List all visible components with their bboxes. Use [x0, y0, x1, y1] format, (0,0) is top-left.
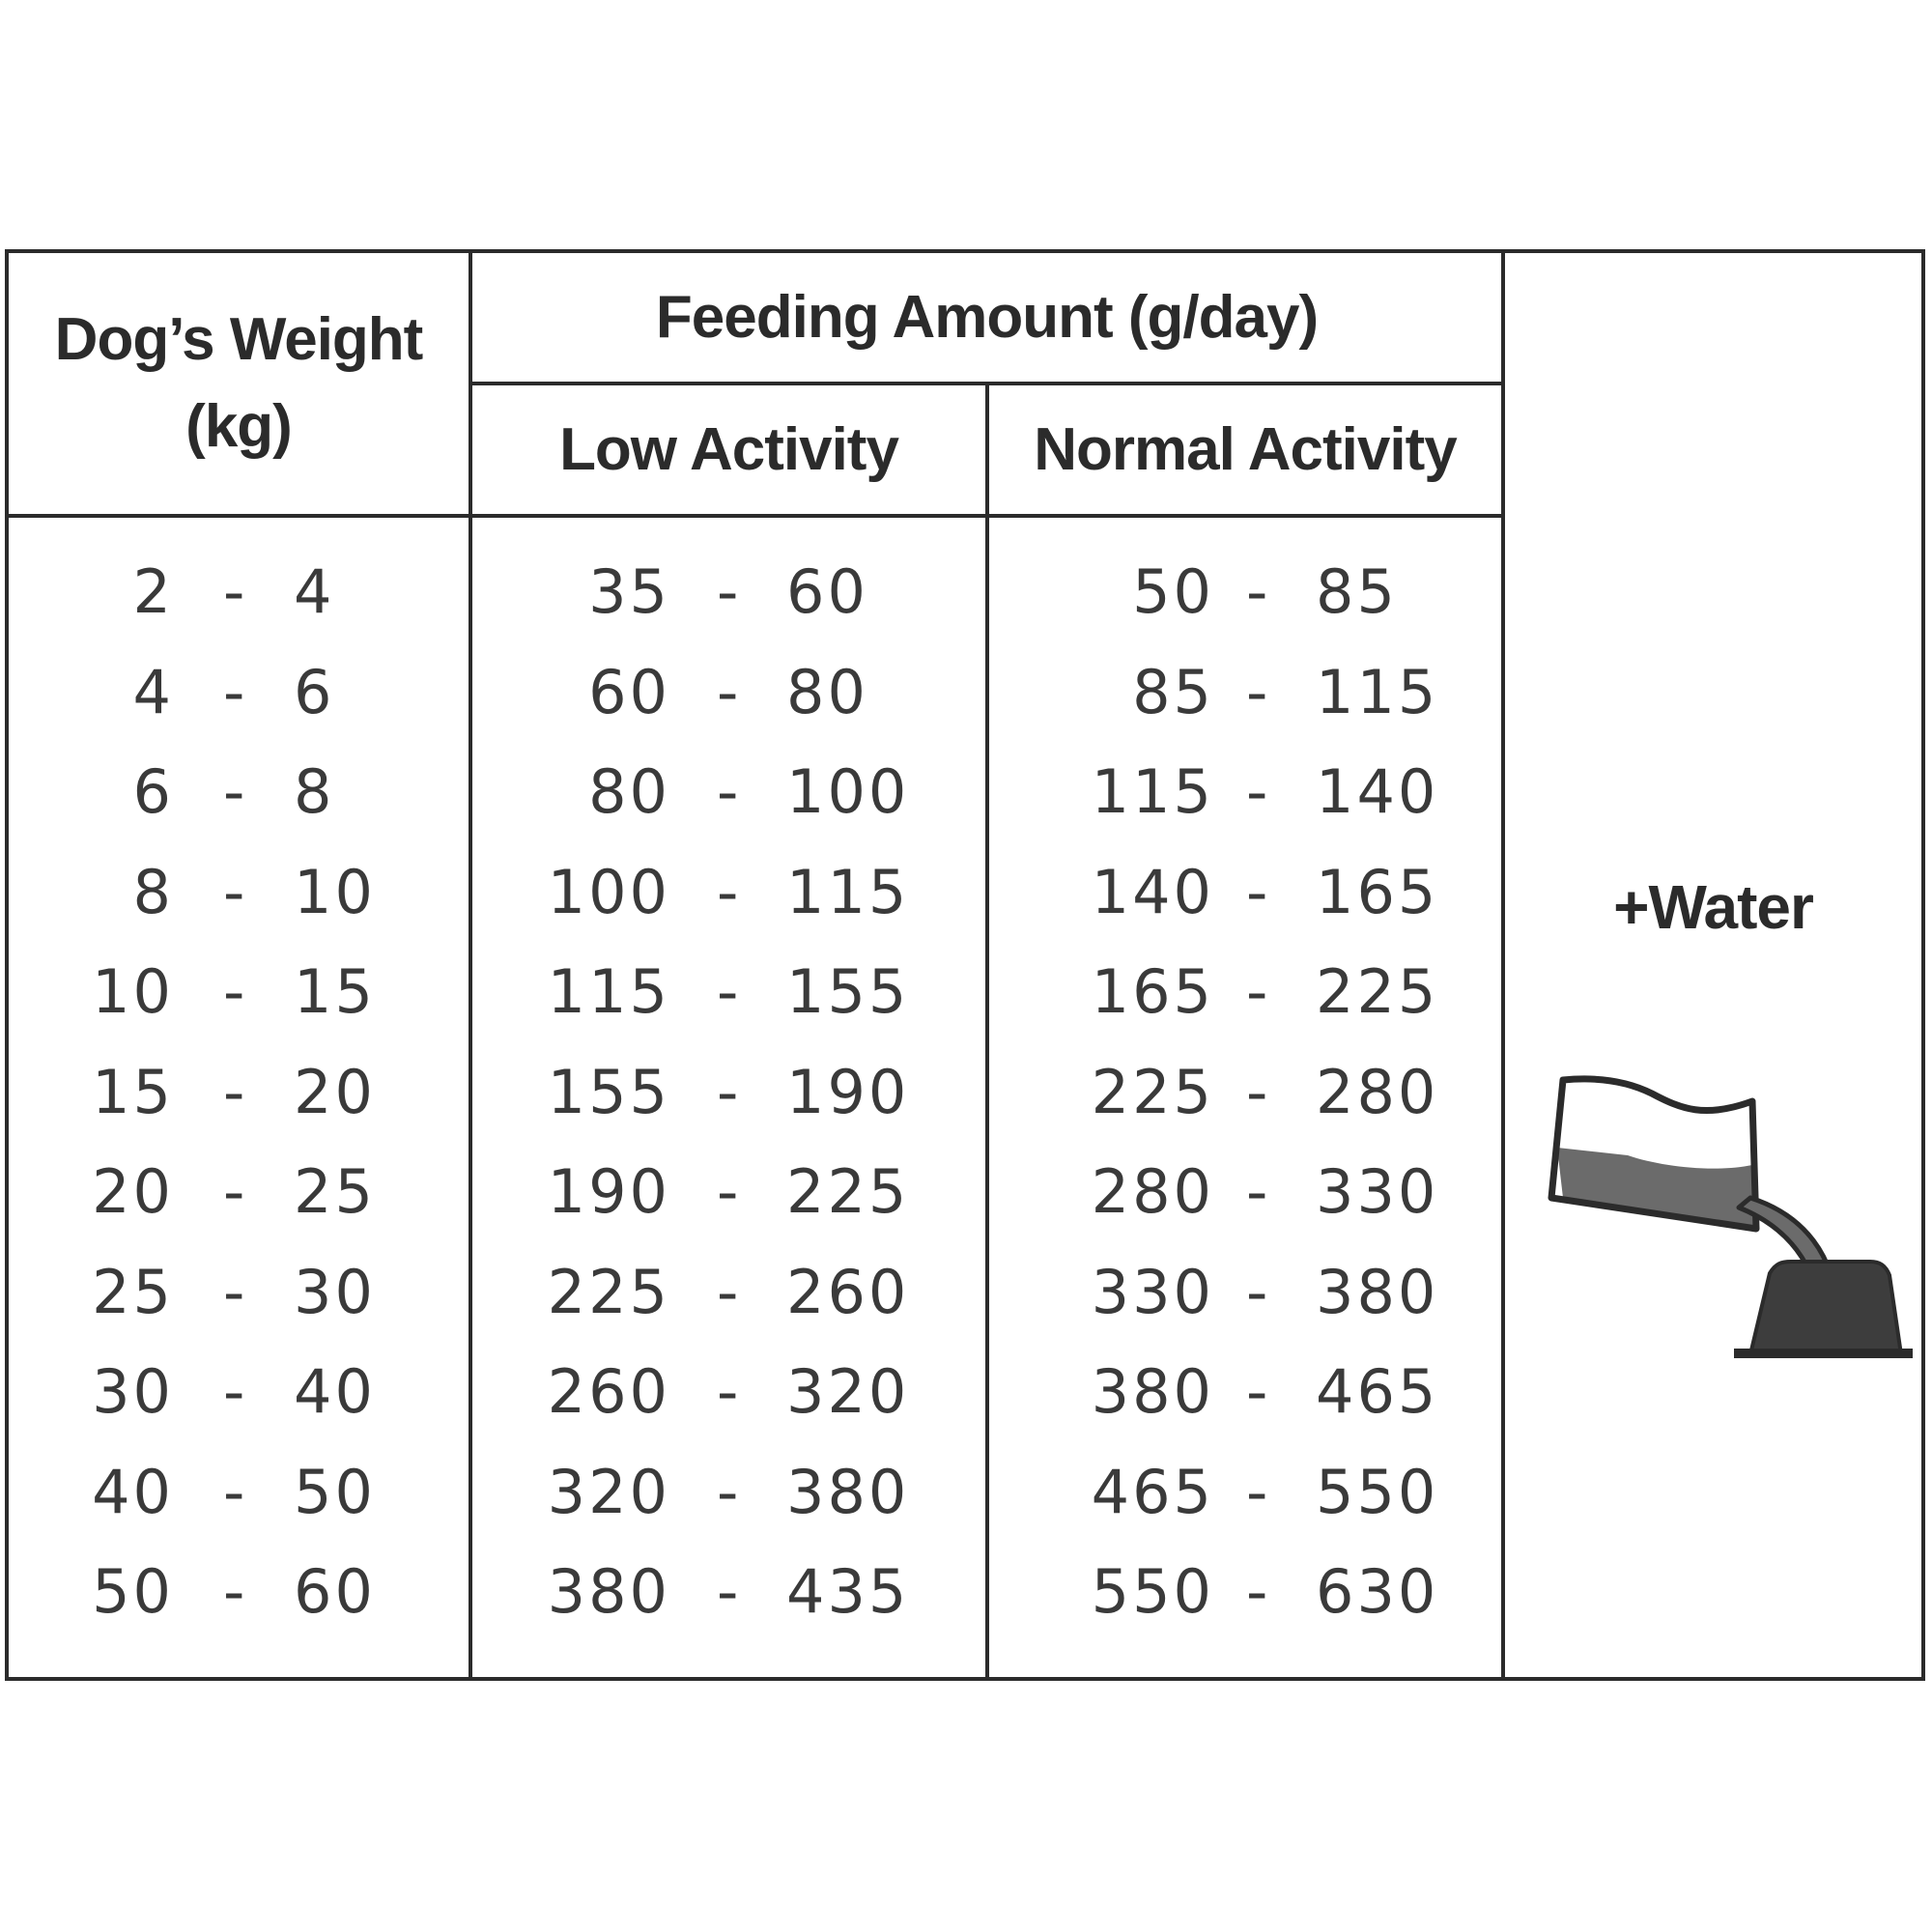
low-activity-range-row	[472, 857, 985, 957]
low-activity-range-max: 100	[786, 756, 910, 827]
normal-activity-range-max: 140	[1316, 756, 1439, 827]
low-activity-range-max: 435	[786, 1556, 910, 1627]
weight-range-max: 25	[294, 1156, 376, 1227]
column-dog-weight	[9, 518, 469, 1657]
normal-activity-range-max: 380	[1316, 1256, 1439, 1327]
weight-range-max: 10	[294, 856, 376, 927]
header-dog-weight	[9, 253, 469, 514]
weight-range-max: 4	[294, 556, 335, 627]
low-activity-range-min: 100	[547, 856, 670, 927]
weight-range-row	[9, 1257, 469, 1357]
normal-activity-range-min: 50	[1132, 556, 1214, 627]
range-separator: -	[223, 856, 248, 927]
low-activity-range-max: 320	[786, 1356, 910, 1427]
normal-activity-range-max: 465	[1316, 1356, 1439, 1427]
weight-range-row	[9, 1057, 469, 1157]
range-separator: -	[1246, 1156, 1271, 1227]
normal-activity-range-min: 140	[1091, 856, 1214, 927]
range-separator: -	[1246, 1056, 1271, 1127]
normal-activity-range-max: 165	[1316, 856, 1439, 927]
low-activity-range-min: 380	[547, 1556, 670, 1627]
low-activity-range-max: 225	[786, 1156, 910, 1227]
water-cell	[1505, 253, 1921, 1677]
range-separator: -	[223, 1256, 248, 1327]
column-normal-activity	[989, 518, 1501, 1657]
normal-activity-range-min: 165	[1091, 956, 1214, 1027]
normal-activity-range-max: 85	[1316, 556, 1398, 627]
range-separator: -	[717, 956, 742, 1027]
range-separator: -	[1246, 556, 1271, 627]
normal-activity-range-row	[989, 956, 1501, 1057]
low-activity-range-row	[472, 1457, 985, 1557]
low-activity-range-min: 155	[547, 1056, 670, 1127]
low-activity-range-row	[472, 657, 985, 757]
range-separator: -	[717, 856, 742, 927]
header-dog-weight-line1: Dog’s Weight	[54, 306, 423, 374]
range-separator: -	[223, 756, 248, 827]
low-activity-range-row	[472, 556, 985, 657]
range-separator: -	[223, 1356, 248, 1427]
weight-range-min: 6	[132, 756, 174, 827]
weight-range-min: 15	[92, 1056, 174, 1127]
low-activity-range-max: 380	[786, 1456, 910, 1527]
weight-range-min: 10	[92, 956, 174, 1027]
feeding-table	[5, 249, 1925, 1681]
range-separator: -	[223, 1056, 248, 1127]
range-separator: -	[223, 556, 248, 627]
weight-range-row	[9, 657, 469, 757]
range-separator: -	[223, 656, 248, 727]
low-activity-range-min: 115	[547, 956, 670, 1027]
low-activity-range-row	[472, 1156, 985, 1257]
range-separator: -	[717, 556, 742, 627]
weight-range-row	[9, 1457, 469, 1557]
low-activity-range-max: 260	[786, 1256, 910, 1327]
low-activity-range-row	[472, 1556, 985, 1657]
header-low-activity: Low Activity	[559, 415, 898, 483]
low-activity-range-min: 260	[547, 1356, 670, 1427]
weight-range-min: 25	[92, 1256, 174, 1327]
weight-range-min: 30	[92, 1356, 174, 1427]
normal-activity-range-row	[989, 857, 1501, 957]
weight-range-min: 2	[132, 556, 174, 627]
weight-range-row	[9, 857, 469, 957]
weight-range-min: 50	[92, 1556, 174, 1627]
low-activity-range-min: 35	[588, 556, 670, 627]
low-activity-range-min: 320	[547, 1456, 670, 1527]
range-separator: -	[223, 956, 248, 1027]
water-label: +Water	[1613, 872, 1813, 942]
range-separator: -	[717, 1356, 742, 1427]
weight-range-max: 60	[294, 1556, 376, 1627]
weight-range-row	[9, 556, 469, 657]
weight-range-min: 20	[92, 1156, 174, 1227]
weight-range-max: 8	[294, 756, 335, 827]
weight-range-row	[9, 756, 469, 857]
range-separator: -	[223, 1556, 248, 1627]
low-activity-range-row	[472, 1257, 985, 1357]
low-activity-range-min: 80	[588, 756, 670, 827]
header-dog-weight-line2: (kg)	[185, 393, 292, 460]
normal-activity-range-row	[989, 756, 1501, 857]
weight-range-row	[9, 1556, 469, 1657]
low-activity-range-min: 60	[588, 656, 670, 727]
normal-activity-range-min: 280	[1091, 1156, 1214, 1227]
weight-range-min: 4	[132, 656, 174, 727]
normal-activity-range-min: 330	[1091, 1256, 1214, 1327]
low-activity-range-row	[472, 956, 985, 1057]
low-activity-range-row	[472, 1356, 985, 1457]
range-separator: -	[1246, 1356, 1271, 1427]
low-activity-range-max: 115	[786, 856, 910, 927]
weight-range-max: 15	[294, 956, 376, 1027]
normal-activity-range-max: 115	[1316, 656, 1439, 727]
weight-range-max: 30	[294, 1256, 376, 1327]
low-activity-range-max: 190	[786, 1056, 910, 1127]
range-separator: -	[1246, 856, 1271, 927]
range-separator: -	[1246, 1256, 1271, 1327]
water-pouring-into-bowl-icon	[1546, 1063, 1913, 1362]
range-separator: -	[1246, 1556, 1271, 1627]
normal-activity-range-max: 225	[1316, 956, 1439, 1027]
low-activity-range-min: 225	[547, 1256, 670, 1327]
range-separator: -	[223, 1156, 248, 1227]
normal-activity-range-min: 115	[1091, 756, 1214, 827]
range-separator: -	[717, 1256, 742, 1327]
weight-range-max: 6	[294, 656, 335, 727]
normal-activity-range-row	[989, 1556, 1501, 1657]
normal-activity-range-min: 85	[1132, 656, 1214, 727]
low-activity-range-row	[472, 756, 985, 857]
weight-range-max: 20	[294, 1056, 376, 1127]
low-activity-range-max: 60	[786, 556, 868, 627]
weight-range-max: 40	[294, 1356, 376, 1427]
range-separator: -	[1246, 956, 1271, 1027]
weight-range-row	[9, 956, 469, 1057]
range-separator: -	[1246, 1456, 1271, 1527]
range-separator: -	[717, 1556, 742, 1627]
normal-activity-range-max: 630	[1316, 1556, 1439, 1627]
normal-activity-range-min: 225	[1091, 1056, 1214, 1127]
normal-activity-range-row	[989, 1257, 1501, 1357]
normal-activity-range-max: 330	[1316, 1156, 1439, 1227]
range-separator: -	[717, 1056, 742, 1127]
header-normal-activity: Normal Activity	[1034, 415, 1457, 483]
normal-activity-range-min: 550	[1091, 1556, 1214, 1627]
normal-activity-range-row	[989, 556, 1501, 657]
range-separator: -	[717, 756, 742, 827]
normal-activity-range-min: 380	[1091, 1356, 1214, 1427]
range-separator: -	[1246, 756, 1271, 827]
normal-activity-range-row	[989, 657, 1501, 757]
weight-range-max: 50	[294, 1456, 376, 1527]
normal-activity-range-row	[989, 1457, 1501, 1557]
header-feeding-amount: Feeding Amount (g/day)	[655, 283, 1319, 351]
weight-range-row	[9, 1156, 469, 1257]
low-activity-range-max: 155	[786, 956, 910, 1027]
normal-activity-range-max: 280	[1316, 1056, 1439, 1127]
normal-activity-range-row	[989, 1356, 1501, 1457]
low-activity-range-min: 190	[547, 1156, 670, 1227]
weight-range-row	[9, 1356, 469, 1457]
low-activity-range-max: 80	[786, 656, 868, 727]
normal-activity-range-max: 550	[1316, 1456, 1439, 1527]
range-separator: -	[223, 1456, 248, 1527]
low-activity-range-row	[472, 1057, 985, 1157]
normal-activity-range-row	[989, 1156, 1501, 1257]
normal-activity-range-row	[989, 1057, 1501, 1157]
range-separator: -	[1246, 656, 1271, 727]
range-separator: -	[717, 1456, 742, 1527]
range-separator: -	[717, 1156, 742, 1227]
column-low-activity	[472, 518, 985, 1657]
weight-range-min: 8	[132, 856, 174, 927]
normal-activity-range-min: 465	[1091, 1456, 1214, 1527]
range-separator: -	[717, 656, 742, 727]
weight-range-min: 40	[92, 1456, 174, 1527]
